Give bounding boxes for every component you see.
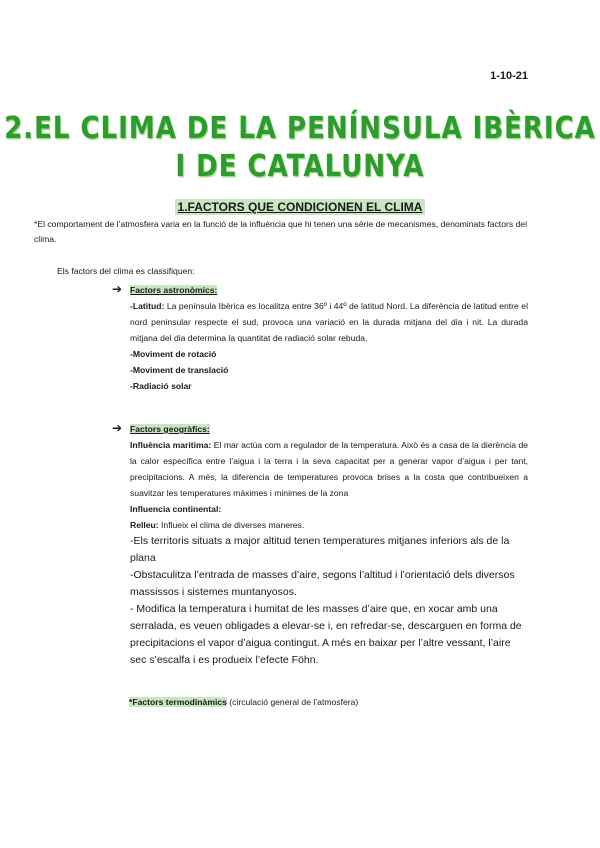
arrow-icon: ➔ [112,421,123,435]
relleu-point: - Modifica la temperatura i humitat de les masses d’aire que, en xocar amb una serralada, es veuen obligades a elevar-se i, en refredar-se, descarguen en forma de precipitacions el vapor d’aigua contingut. A més en baixar per l’altre vessant, l’aire sec s’escalfa i es produeix l’efecte Föhn. [130,603,522,666]
astro-item: -Moviment de translació [130,365,229,375]
relleu-paragraph [130,517,528,533]
page-title-line1: 2.EL CLIMA DE LA PENÍNSULA IBÈRICA [4,111,596,147]
section-heading [0,198,600,216]
maritima-paragraph [130,437,528,501]
thermo-line [129,695,358,710]
date: 1-10-21 [490,70,528,82]
astro-heading: Factors astronòmics: [130,285,218,295]
relleu-text: Influeix el clima de diverses maneres. [158,520,305,530]
maritima-label: Influència maritima: [130,440,212,450]
maritima-text: El mar actúa com a regulador de la temperatura. Això és a casa de la dierència de la calor específica entre l’aigua i la terra i la seva capacitat per a generar vapor d’aigua i per tant, precipitacions. A més, la diferencia de temperatures provoca brises a la costa que contribueixen a suavitzar les temperatures màximes i minimes de la zona [130,440,529,498]
thermo-label: *Factors termodinàmics [129,697,227,707]
relleu-point: -Obstaculitza l’entrada de masses d’aire, segons l’altitud i l’orientació dels diversos massissos i sistemes muntanyosos. [130,569,515,598]
astro-item: -Radiació solar [130,381,192,391]
intro-paragraph: *El comportament de l’atmosfera varia en la funció de la influència que hi tenen una sèrie de mecanismes, denominats factors del clima. [34,219,527,244]
latitud-label: -Latitud: [130,301,165,311]
page-title-line2: I DE CATALUNYA [175,149,425,185]
relleu-point: -Els territoris situats a major altitud tenen temperatures mitjanes inferiors als de la plana [130,535,510,564]
arrow-icon: ➔ [112,282,123,296]
latitud-text: La península Ibèrica es localitza entre 36º i 44º de latitud Nord. La diferència de latitud entre el nord peninsular respecte el sud, provoca una variació en la durada mitjana del dia i nit. La durada mitjana del dia determina la quantitat de radiació solar rebuda. [130,301,528,343]
geo-heading: Factors geogràfics: [130,424,210,434]
astro-factors-block [130,282,528,394]
geo-factors-block [130,421,528,669]
section-heading-text: 1.FACTORS QUE CONDICIONEN EL CLIMA [175,199,426,215]
classification-intro: Els factors del clima es classifiquen: [57,266,195,276]
thermo-text: (circulació general de l’atmosfera) [226,697,359,707]
continental-label: Influencia continental: [130,504,222,514]
astro-item: -Moviment de rotació [130,349,217,359]
relleu-label: Relleu: [130,520,159,530]
latitud-paragraph [130,298,528,346]
